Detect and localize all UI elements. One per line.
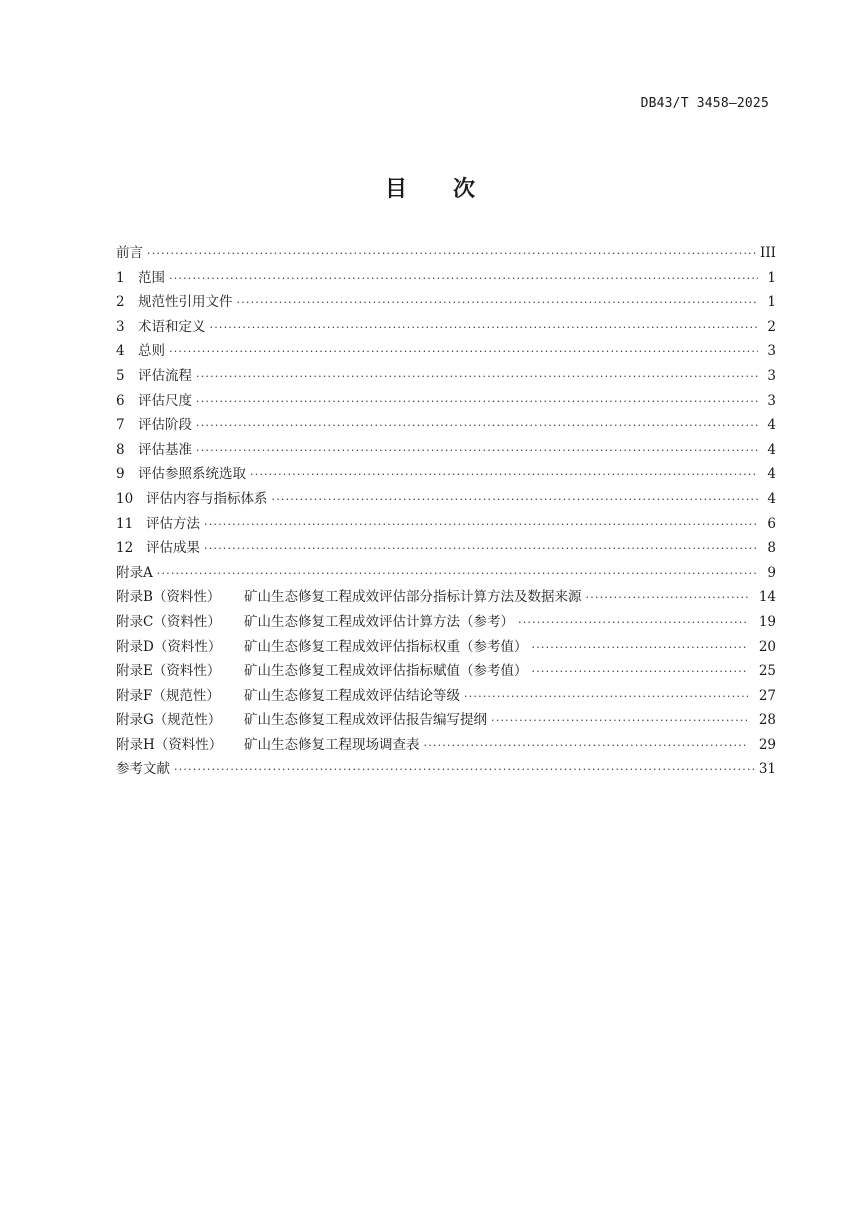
toc-section-number: 8 — [116, 441, 125, 458]
toc-page-number: 20 — [758, 638, 776, 655]
toc-entry[interactable] — [116, 684, 776, 709]
toc-entry-label — [116, 241, 143, 261]
toc-appendix-tag: 附录E（资料性） — [116, 663, 221, 680]
toc-section-title: 术语和定义 — [138, 318, 206, 335]
toc-entry[interactable] — [116, 561, 776, 586]
toc-entry[interactable] — [116, 536, 776, 561]
toc-dot-leader — [518, 616, 748, 629]
toc-section-number: 1 — [116, 269, 125, 286]
toc-entry-label — [116, 339, 165, 359]
toc-page-number: 1 — [767, 294, 776, 311]
toc-dot-leader — [196, 395, 758, 408]
toc-section-title: 矿山生态修复工程成效评估报告编写提纲 — [244, 712, 487, 729]
toc-section-number: 10 — [116, 490, 134, 507]
toc-page-number: 31 — [758, 761, 776, 778]
toc-entry[interactable] — [116, 413, 776, 438]
toc-dot-leader — [424, 739, 749, 752]
toc-section-number: 5 — [116, 367, 125, 384]
toc-dot-leader — [532, 641, 749, 654]
toc-entry-label — [116, 364, 192, 384]
toc-entry-label — [116, 536, 200, 556]
toc-page-number: 8 — [767, 540, 776, 557]
toc-dot-leader — [237, 296, 759, 309]
toc-entry[interactable] — [116, 708, 776, 733]
toc-dot-leader — [491, 714, 748, 727]
toc-page-number: 25 — [758, 663, 776, 680]
toc-page-number: 3 — [767, 367, 776, 384]
toc-entry-label — [116, 315, 206, 335]
toc-page-number: III — [760, 245, 776, 261]
toc-section-title: 评估阶段 — [138, 417, 192, 434]
toc-entry[interactable] — [116, 610, 776, 635]
toc-section-title: 前言 — [116, 245, 143, 261]
toc-page-number: 29 — [758, 736, 776, 753]
toc-entry[interactable] — [116, 585, 776, 610]
toc-page-number: 14 — [758, 589, 776, 606]
toc-section-title: 范围 — [138, 269, 165, 286]
toc-entry-label — [116, 438, 192, 458]
toc-section-title: 矿山生态修复工程成效评估部分指标计算方法及数据来源 — [244, 589, 582, 606]
toc-appendix-tag: 附录D（资料性） — [116, 638, 222, 655]
toc-entry[interactable] — [116, 659, 776, 684]
toc-section-title: 矿山生态修复工程现场调查表 — [244, 736, 420, 753]
toc-dot-leader — [169, 345, 758, 358]
toc-entry[interactable] — [116, 339, 776, 364]
toc-section-title: 评估流程 — [138, 367, 192, 384]
toc-section-title: 评估方法 — [146, 515, 200, 532]
toc-entry[interactable] — [116, 315, 776, 340]
toc-entry[interactable] — [116, 487, 776, 512]
toc-entry[interactable] — [116, 462, 776, 487]
toc-entry[interactable] — [116, 389, 776, 414]
toc-section-title: 附录A — [116, 564, 153, 581]
toc-entry-label — [116, 561, 153, 581]
toc-dot-leader — [272, 493, 759, 506]
toc-page-number: 6 — [767, 515, 776, 532]
toc-page-number: 1 — [767, 269, 776, 286]
toc-entry-label — [116, 684, 460, 704]
toc-section-title: 评估成果 — [146, 540, 200, 557]
toc-dot-leader — [157, 567, 758, 580]
toc-dot-leader — [147, 247, 756, 260]
toc-section-title: 矿山生态修复工程成效评估计算方法（参考） — [244, 613, 514, 630]
table-of-contents — [116, 241, 776, 782]
toc-section-title: 总则 — [138, 343, 165, 360]
toc-dot-leader — [196, 370, 758, 383]
toc-appendix-tag: 附录B（资料性） — [116, 589, 221, 606]
toc-entry-label — [116, 585, 582, 605]
toc-entry-label — [116, 708, 487, 728]
toc-entry-label — [116, 266, 165, 286]
toc-entry-label — [116, 757, 170, 777]
toc-entry-label — [116, 413, 192, 433]
toc-entry-label — [116, 487, 268, 507]
toc-section-title: 评估内容与指标体系 — [146, 490, 268, 507]
toc-dot-leader — [174, 763, 755, 776]
toc-entry[interactable] — [116, 364, 776, 389]
toc-entry-label — [116, 733, 420, 753]
toc-page-number: 2 — [767, 318, 776, 335]
toc-section-number: 4 — [116, 343, 125, 360]
toc-page-number: 3 — [767, 343, 776, 360]
toc-section-number: 12 — [116, 540, 134, 557]
toc-section-title: 矿山生态修复工程成效评估结论等级 — [244, 687, 460, 704]
toc-section-title: 评估尺度 — [138, 392, 192, 409]
toc-appendix-tag: 附录G（规范性） — [116, 712, 222, 729]
toc-dot-leader — [250, 468, 758, 481]
toc-dot-leader — [204, 542, 758, 555]
document-code: DB43/T 3458—2025 — [640, 96, 769, 111]
toc-section-title: 参考文献 — [116, 761, 170, 778]
toc-section-number: 9 — [116, 466, 125, 483]
toc-appendix-tag: 附录H（资料性） — [116, 736, 223, 753]
toc-entry[interactable] — [116, 635, 776, 660]
toc-page-number: 4 — [767, 417, 776, 434]
toc-entry-label — [116, 290, 233, 310]
toc-dot-leader — [532, 665, 749, 678]
toc-page-number: 4 — [767, 441, 776, 458]
toc-section-number: 11 — [116, 515, 134, 532]
toc-page-number: 9 — [767, 564, 776, 581]
toc-section-title: 矿山生态修复工程成效评估指标权重（参考值） — [244, 638, 528, 655]
toc-section-number: 2 — [116, 294, 125, 311]
toc-appendix-tag: 附录F（规范性） — [116, 687, 220, 704]
toc-page-number: 27 — [758, 687, 776, 704]
toc-page-number: 4 — [767, 490, 776, 507]
toc-page-number: 4 — [767, 466, 776, 483]
toc-dot-leader — [196, 419, 758, 432]
toc-section-title: 规范性引用文件 — [138, 294, 233, 311]
toc-entry[interactable] — [116, 241, 776, 266]
toc-entry[interactable] — [116, 438, 776, 463]
toc-dot-leader — [169, 272, 758, 285]
toc-entry-label — [116, 462, 246, 482]
toc-appendix-tag: 附录C（资料性） — [116, 613, 221, 630]
toc-page-number: 28 — [758, 712, 776, 729]
toc-dot-leader — [196, 444, 758, 457]
toc-section-number: 3 — [116, 318, 125, 335]
toc-section-number: 6 — [116, 392, 125, 409]
toc-entry[interactable] — [116, 733, 776, 758]
toc-page-number: 3 — [767, 392, 776, 409]
toc-section-number: 7 — [116, 417, 125, 434]
toc-entry[interactable] — [116, 512, 776, 537]
toc-section-title: 矿山生态修复工程成效评估指标赋值（参考值） — [244, 663, 528, 680]
toc-entry[interactable] — [116, 266, 776, 291]
toc-section-title: 评估基准 — [138, 441, 192, 458]
toc-entry-label — [116, 635, 528, 655]
toc-dot-leader — [204, 518, 758, 531]
toc-page-number: 19 — [758, 613, 776, 630]
toc-entry-label — [116, 512, 200, 532]
toc-entry-label — [116, 389, 192, 409]
toc-dot-leader — [464, 690, 748, 703]
toc-section-title: 评估参照系统选取 — [138, 466, 246, 483]
toc-entry[interactable] — [116, 757, 776, 782]
toc-dot-leader — [210, 321, 759, 334]
toc-entry-label — [116, 659, 528, 679]
toc-dot-leader — [586, 591, 749, 604]
toc-entry-label — [116, 610, 514, 630]
toc-entry[interactable] — [116, 290, 776, 315]
page-title: 目次 — [384, 177, 521, 202]
